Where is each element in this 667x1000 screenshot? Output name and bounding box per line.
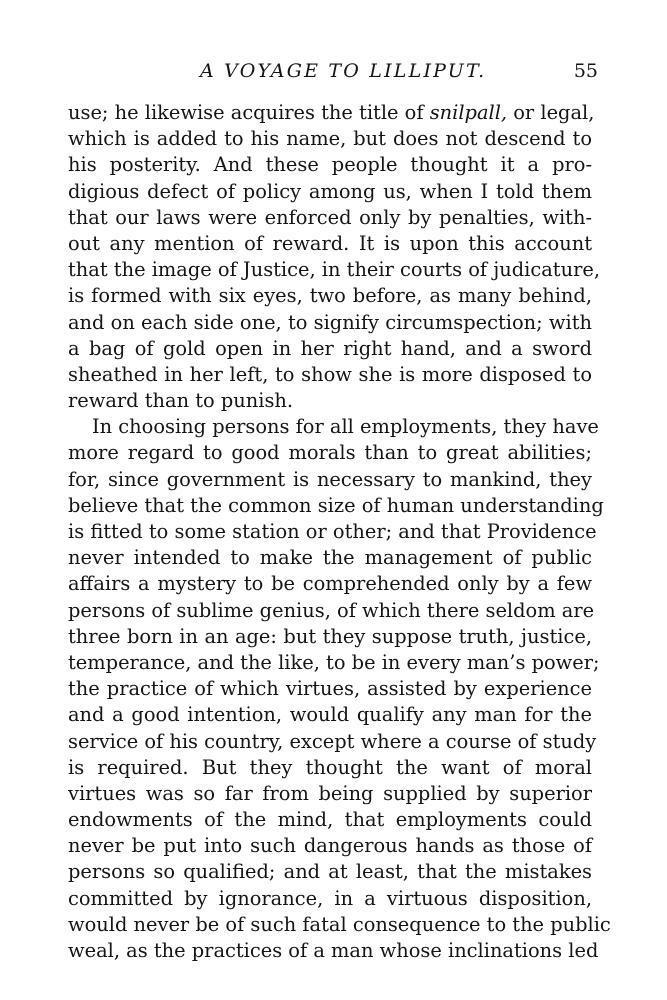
text-line: reward than to punish.: [68, 389, 294, 413]
text-line: for, since government is necessary to mankind, they: [68, 467, 592, 491]
text-line: endowments of the mind, that employments could: [68, 808, 592, 832]
text-line: committed by ignorance, in a virtuous disposition,: [68, 886, 592, 910]
page-number: 55: [573, 60, 598, 82]
text-line: would never be of such fatal consequence to the public: [68, 912, 611, 936]
text-line: three born in an age: but they suppose truth, justice,: [68, 624, 592, 648]
body-text: [68, 100, 611, 964]
text-line: temperance, and the like, to be in every man’s power;: [68, 650, 600, 674]
text-line: weal, as the practices of a man whose inclinations led: [68, 939, 599, 962]
text-line: more regard to good morals than to great abilities;: [68, 441, 592, 465]
text-line: never be put into such dangerous hands as those of: [68, 834, 592, 858]
paragraph-2: [68, 414, 611, 964]
text-line: a bag of gold open in her right hand, and a sword: [68, 336, 592, 360]
text-line: affairs a mystery to be comprehended only by a few: [68, 572, 592, 596]
text-line: is fitted to some station or other; and that Providence: [68, 520, 597, 543]
paragraph-1: [68, 100, 600, 414]
text-line: digious defect of policy among us, when I told them: [68, 179, 592, 203]
text-line: which is added to his name, but does not descend to: [68, 127, 592, 151]
running-head: [70, 60, 600, 88]
text-line: that our laws were enforced only by penalties, with-: [68, 205, 592, 229]
text-line: service of his country, except where a course of study: [68, 729, 597, 753]
text-span: use; he likewise acquires the title of: [68, 101, 430, 124]
text-line: persons of sublime genius, of which there seldom are: [68, 598, 595, 622]
text-line: [68, 100, 595, 126]
text-line: In choosing persons for all employments, they have: [92, 415, 599, 439]
text-line: believe that the common size of human understanding: [68, 493, 604, 517]
text-span: or legal,: [507, 101, 595, 124]
text-line: is formed with six eyes, two before, as many behind,: [68, 284, 592, 308]
italic-term: snilpall,: [429, 101, 508, 124]
text-line: and a good intention, would qualify any man for the: [68, 703, 592, 727]
text-line: sheathed in her left, to show she is more disposed to: [68, 362, 592, 386]
text-line: that the image of Justice, in their courts of judicature,: [68, 258, 600, 282]
text-line: the practice of which virtues, assisted by experience: [68, 677, 592, 701]
running-title: A VOYAGE TO LILLIPUT.: [200, 60, 487, 82]
text-line: out any mention of reward. It is upon this account: [68, 231, 592, 255]
text-line: persons so qualified; and at least, that the mistakes: [68, 860, 592, 884]
text-line: and on each side one, to signify circumspection; with: [68, 310, 592, 334]
text-line: his posterity. And these people thought it a pro-: [68, 153, 592, 177]
text-line: virtues was so far from being supplied by superior: [68, 781, 592, 805]
text-line: never intended to make the management of public: [68, 546, 592, 570]
text-line: is required. But they thought the want of moral: [68, 755, 592, 779]
